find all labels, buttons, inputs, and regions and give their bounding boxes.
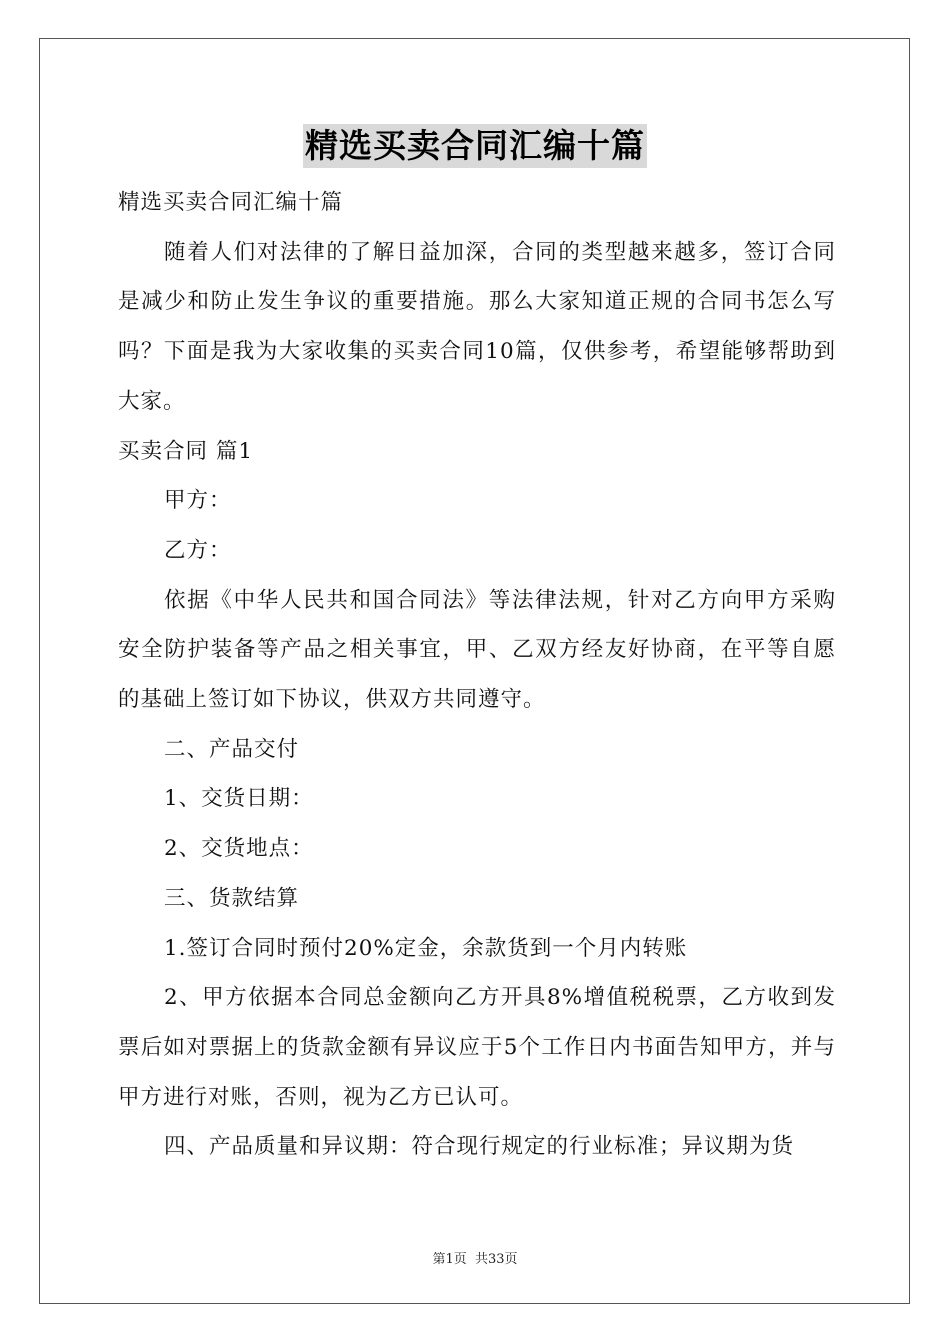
paragraph: 三、货款结算 — [164, 885, 300, 911]
paragraph: 甲方： — [164, 488, 232, 514]
paragraph: 1.签订合同时预付20%定金，余款货到一个月内转账 — [164, 935, 688, 961]
paragraph: 买卖合同 篇1 — [118, 438, 254, 464]
document-body — [118, 178, 836, 1172]
paragraph: 二、产品交付 — [164, 736, 300, 762]
paragraph: 2、甲方依据本合同总金额向乙方开具8%增值税税票，乙方收到发票后如对票据上的货款金额有异议应于5个工作日内书面告知甲方，并与甲方进行对账，否则，视为乙方已认可。 — [118, 985, 836, 1110]
paragraph: 精选买卖合同汇编十篇 — [118, 190, 344, 215]
paragraph: 2、交货地点： — [164, 836, 314, 862]
page-number: 第1页 — [432, 1252, 467, 1267]
paragraph: 乙方： — [164, 537, 232, 563]
page-total: 共33页 — [474, 1252, 518, 1267]
paragraph: 依据《中华人民共和国合同法》等法律法规，针对乙方向甲方采购安全防护装备等产品之相关事宜，甲、乙双方经友好协商，在平等自愿的基础上签订如下协议，供双方共同遵守。 — [118, 587, 836, 713]
paragraph: 四、产品质量和异议期：符合现行规定的行业标准；异议期为货 — [164, 1134, 795, 1160]
paragraph: 随着人们对法律的了解日益加深，合同的类型越来越多，签订合同是减少和防止发生争议的重要措施。那么大家知道正规的合同书怎么写吗？下面是我为大家收集的买卖合同10篇，仅供参考，希望能够帮助到大家。 — [118, 239, 836, 414]
document-title: 精选买卖合同汇编十篇 — [303, 124, 647, 168]
paragraph: 1、交货日期： — [164, 786, 314, 812]
document-title-container — [0, 124, 950, 172]
page-footer — [0, 1248, 950, 1267]
